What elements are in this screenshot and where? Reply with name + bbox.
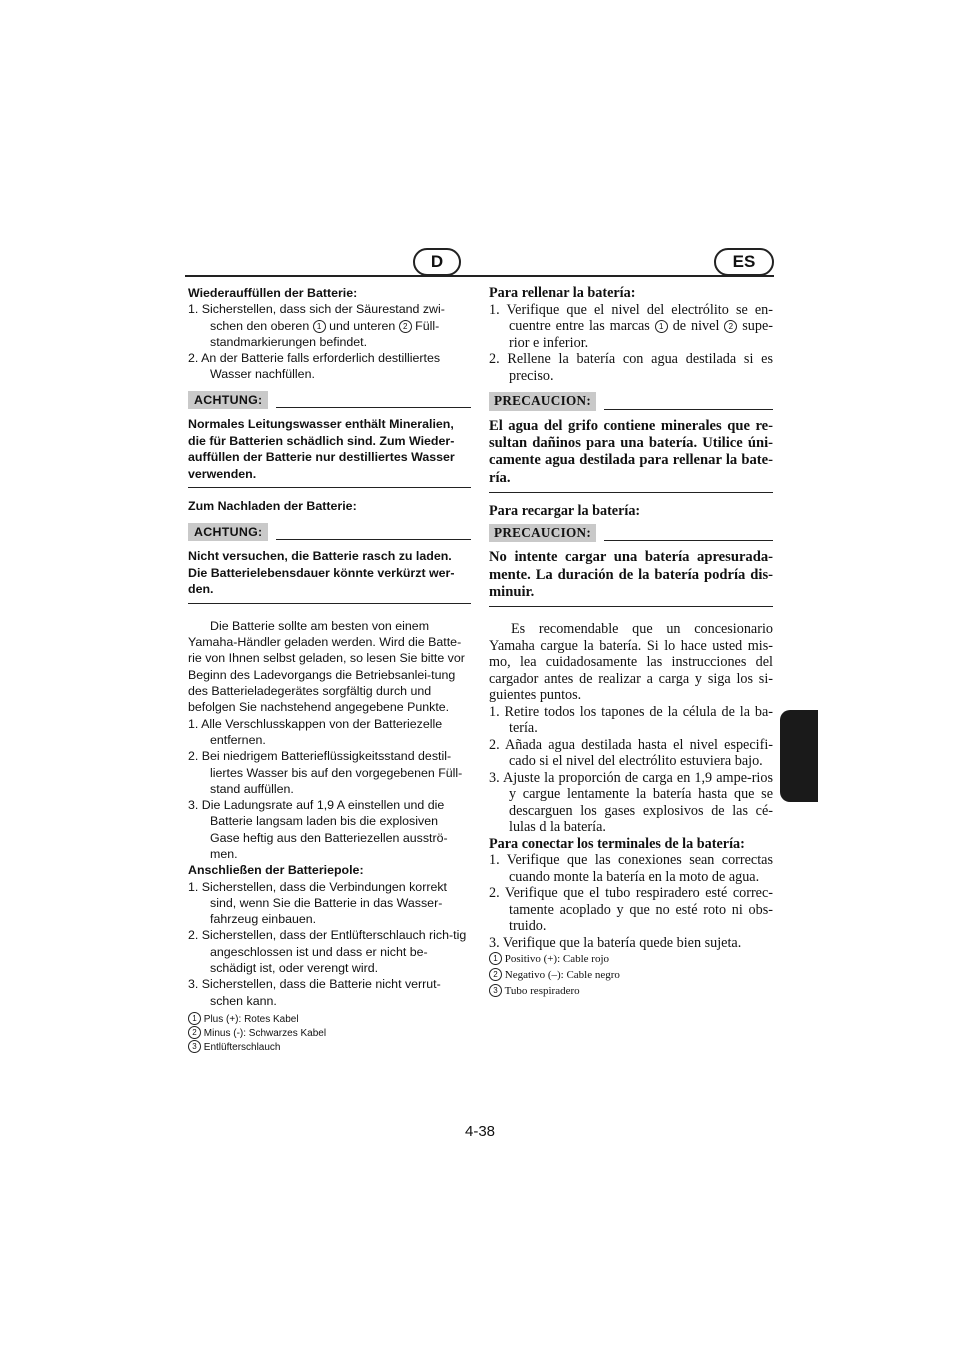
marker-1-icon: 1 — [313, 320, 326, 333]
terminal-step-2: 2. Sicherstellen, dass der Entlüfterschlauch rich-tig angeschlossen ist und dass er nicht be-schädigt ist, oder verengt wird. — [188, 928, 467, 976]
lang-tag-german: D — [413, 248, 461, 276]
heading-terminals: Para conectar los terminales de la batería: — [489, 835, 745, 852]
terminal-step-2: 2. Verifique que el tubo respiradero esté correc-tamente acoplado y que no esté roto ni obs-truido. — [489, 885, 773, 935]
warning-box-1 — [188, 391, 471, 489]
legend-item: 1 Positivo (+): Cable rojo — [489, 951, 773, 967]
lang-tag-spanish: ES — [714, 248, 774, 276]
section-tab-marker — [780, 710, 818, 802]
warning-box-2 — [489, 524, 773, 608]
recharge-step-3: 3. Die Ladungsrate auf 1,9 A einstellen und die Batterie langsam laden bis die explosiven Gase heftig aus den Batteriezellen ausströ-men. — [188, 798, 448, 861]
legend-item: 1 Plus (+): Rotes Kabel — [188, 1012, 471, 1026]
heading-terminals: Anschließen der Batteriepole: — [188, 863, 364, 878]
legend-item: 2 Negativo (–): Cable negro — [489, 967, 773, 983]
marker-3-icon: 3 — [489, 984, 502, 997]
warning-text: Normales Leitungswasser enthält Mineralien, die für Batterien schädlich sind. Zum Wieder-auffüllen der Batterie nur destilliertes Wasser verwenden. — [188, 416, 471, 488]
marker-1-icon: 1 — [655, 320, 668, 333]
marker-2-icon: 2 — [188, 1026, 201, 1039]
spanish-column — [489, 285, 773, 999]
warning-text: Nicht versuchen, die Batterie rasch zu laden. Die Batterielebensdauer könnte verkürzt wer-den. — [188, 548, 471, 604]
terminal-step-3: 3. Sicherstellen, dass die Batterie nicht verrut-schen kann. — [188, 977, 441, 1008]
recharge-step-1: 1. Retire todos los tapones de la célula de la ba-tería. — [489, 703, 773, 737]
refill-step-1: 1. Verifique que el nivel del electrólito se en-cuentre entre las marcas 1 de nivel 2 supe-rior e inferior. — [489, 301, 773, 351]
warning-text: El agua del grifo contiene minerales que re-sultan dañinos para una batería. Utilice úni-camente agua destilada para rellenar la bate-ría. — [489, 418, 773, 494]
warning-text: No intente cargar una batería apresurada-mente. La duración de la batería podría dis-minuir. — [489, 549, 773, 607]
refill-step-2: 2. An der Batterie falls erforderlich destilliertes Wasser nachfüllen. — [188, 351, 441, 382]
recharge-paragraph: Die Batterie sollte am besten von einem Yamaha-Händler geladen werden. Wird die Batte-rie von Ihnen selbst geladen, so lesen Sie bitte vor Beginn des Ladevorgangs die Betriebsanlei-tung des Batterieladegerätes sorgfältig durch und befolgen Sie nachstehend angegebene Punkte. — [188, 618, 465, 715]
warning-label: ACHTUNG: — [188, 523, 268, 541]
marker-1-icon: 1 — [188, 1012, 201, 1025]
refill-step-2: 2. Rellene la batería con agua destilada si es preciso. — [489, 351, 773, 384]
recharge-step-3: 3. Ajuste la proporción de carga en 1,9 ampe-rios y cargue lentamente la batería hasta que se descarguen los gases explosivos de las cé-lulas d la batería. — [489, 769, 773, 836]
page-number: 4-38 — [464, 1123, 496, 1140]
marker-2-icon: 2 — [724, 320, 737, 333]
legend-item: 3 Entlüfterschlauch — [188, 1040, 471, 1054]
warning-label: PRECAUCION: — [489, 392, 596, 411]
marker-2-icon: 2 — [399, 320, 412, 333]
terminal-step-1: 1. Verifique que las conexiones sean correctas cuando monte la batería en la moto de agua. — [489, 852, 773, 885]
recharge-step-2: 2. Añada agua destilada hasta el nivel especifi-cado si el nivel del electrólito estuviera bajo. — [489, 736, 773, 770]
legend-item: 3 Tubo respiradero — [489, 983, 773, 999]
german-column — [188, 285, 471, 1054]
heading-refill: Wiederauffüllen der Batterie: — [188, 286, 358, 300]
page-header — [185, 246, 774, 276]
legend-item: 2 Minus (-): Schwarzes Kabel — [188, 1026, 471, 1040]
warning-label: PRECAUCION: — [489, 524, 596, 543]
heading-recharge: Para recargar la batería: — [489, 503, 641, 520]
heading-recharge: Zum Nachladen der Batterie: — [188, 499, 357, 514]
terminal-step-3: 3. Verifique que la batería quede bien sujeta. — [489, 934, 742, 951]
warning-label: ACHTUNG: — [188, 391, 268, 409]
marker-1-icon: 1 — [489, 952, 502, 965]
recharge-step-1: 1. Alle Verschlusskappen von der Batteriezelle entfernen. — [188, 716, 443, 747]
marker-3-icon: 3 — [188, 1040, 201, 1053]
refill-step-1: 1. Sicherstellen, dass sich der Säurestand zwi-schen den oberen 1 und unteren 2 Füll-standmarkierungen befindet. — [188, 302, 445, 349]
marker-2-icon: 2 — [489, 968, 502, 981]
header-rule — [185, 275, 774, 277]
terminal-step-1: 1. Sicherstellen, dass die Verbindungen korrekt sind, wenn Sie die Batterie in das Wasser-fahrzeug einbauen. — [188, 879, 447, 927]
recharge-step-2: 2. Bei niedrigem Batterieflüssigkeitsstand destil-liertes Wasser bis auf den vorgegebenen Füll-stand auffüllen. — [188, 749, 463, 796]
warning-box-2 — [188, 523, 471, 604]
recharge-paragraph: Es recomendable que un concesionario Yamaha cargue la batería. Si lo hace usted mis-mo, lea cuidadosamente las instrucciones del cargador antes de realizar a carga y siga los si-guientes puntos. — [489, 621, 773, 704]
heading-refill: Para rellenar la batería: — [489, 285, 636, 301]
warning-box-1 — [489, 392, 773, 493]
